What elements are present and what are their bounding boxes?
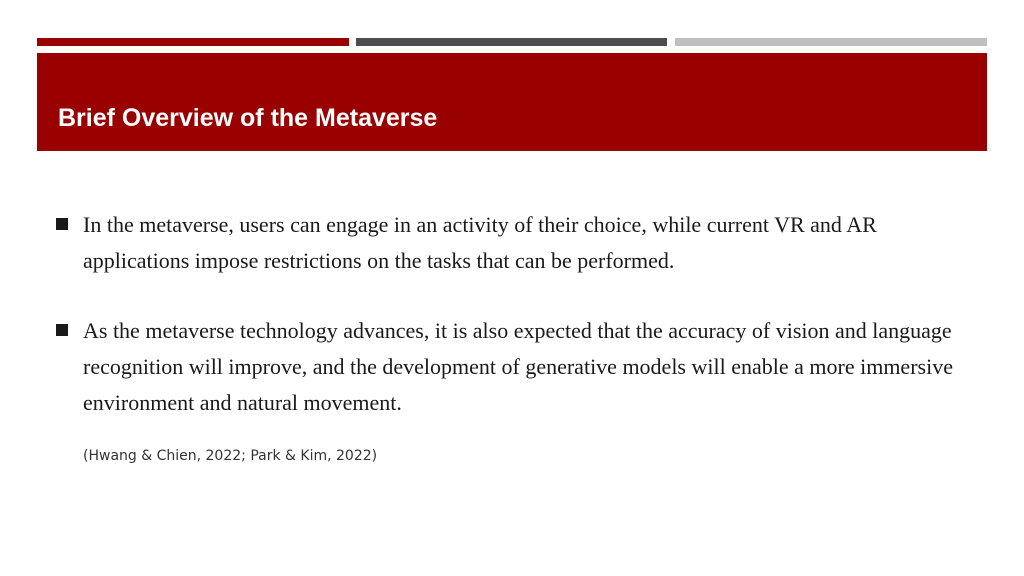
accent-bar-red — [37, 38, 349, 46]
slide-title: Brief Overview of the Metaverse — [58, 104, 438, 132]
bullet-list — [55, 207, 975, 421]
title-band — [37, 53, 987, 151]
bullet-item — [55, 313, 975, 421]
bullet-text: As the metaverse technology advances, it is also expected that the accuracy of vision and language recognition will improve, and the development of generative models will enable a more immersive environment and natural movement. — [83, 318, 953, 415]
accent-bar-light-gray — [675, 38, 987, 46]
bullet-item — [55, 207, 975, 279]
square-bullet-icon — [56, 218, 68, 230]
accent-bar-dark-gray — [356, 38, 667, 46]
bullet-text: In the metaverse, users can engage in an activity of their choice, while current VR and AR applications impose restrictions on the tasks that can be performed. — [83, 212, 877, 273]
square-bullet-icon — [56, 324, 68, 336]
citation: (Hwang & Chien, 2022; Park & Kim, 2022) — [83, 448, 378, 464]
